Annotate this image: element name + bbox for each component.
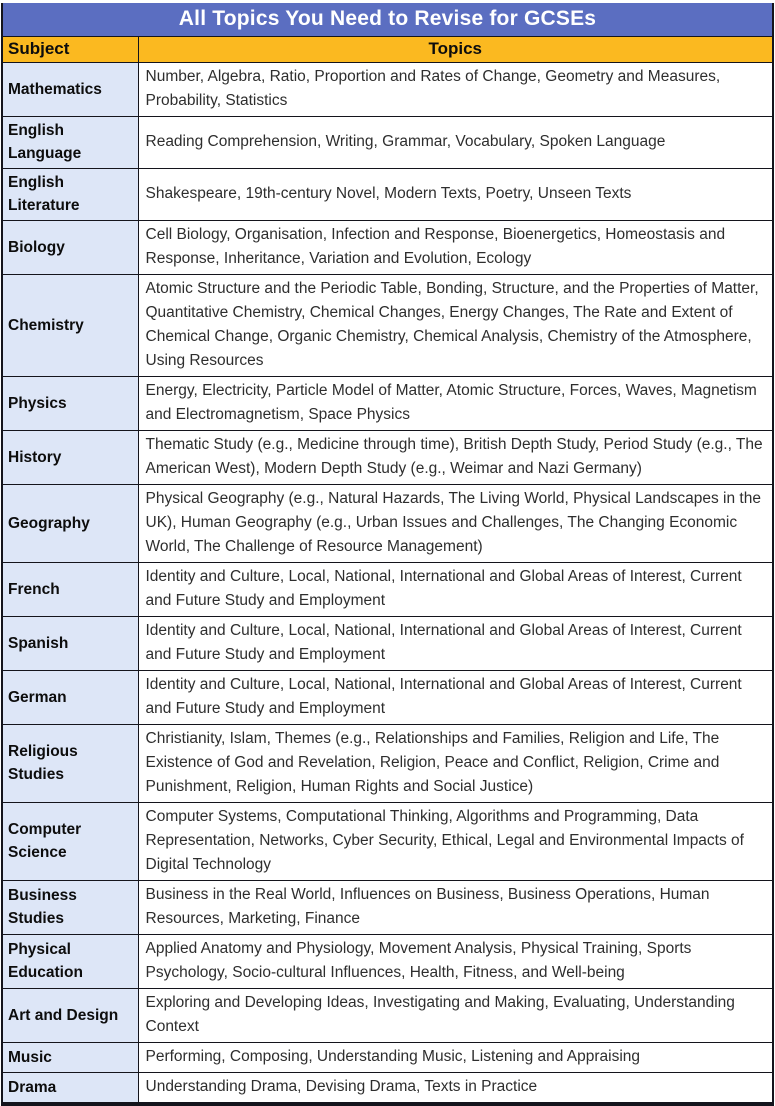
title-row (2, 3, 773, 37)
subject-cell: Art and Design (2, 989, 138, 1043)
subject-cell: Music (2, 1043, 138, 1073)
table-row (2, 431, 773, 485)
column-header-subject: Subject (2, 37, 138, 63)
table-row (2, 803, 773, 881)
topics-cell: Identity and Culture, Local, National, International and Global Areas of Interest, Current and Future Study and Employment (138, 671, 773, 725)
subject-cell: Physical Education (2, 935, 138, 989)
subject-cell: French (2, 563, 138, 617)
table-row (2, 563, 773, 617)
topics-cell: Computer Systems, Computational Thinking, Algorithms and Programming, Data Representation, Networks, Cyber Security, Ethical, Legal and Environmental Impacts of Digital Technology (138, 803, 773, 881)
table-row (2, 617, 773, 671)
topics-cell: Reading Comprehension, Writing, Grammar, Vocabulary, Spoken Language (138, 117, 773, 169)
table-row (2, 935, 773, 989)
table-row (2, 117, 773, 169)
table-row (2, 989, 773, 1043)
table-row (2, 1073, 773, 1105)
subject-cell: English Language (2, 117, 138, 169)
subject-cell: Physics (2, 377, 138, 431)
subject-cell: Biology (2, 221, 138, 275)
topics-cell: Number, Algebra, Ratio, Proportion and Rates of Change, Geometry and Measures, Probability, Statistics (138, 63, 773, 117)
table-row (2, 275, 773, 377)
table-row (2, 63, 773, 117)
subject-cell: Computer Science (2, 803, 138, 881)
subject-cell: English Literature (2, 169, 138, 221)
subject-cell: History (2, 431, 138, 485)
topics-cell: Physical Geography (e.g., Natural Hazards, The Living World, Physical Landscapes in the UK), Human Geography (e.g., Urban Issues and Challenges, The Changing Economic World, The Challenge of Resource Management) (138, 485, 773, 563)
subject-cell: Business Studies (2, 881, 138, 935)
subject-cell: Religious Studies (2, 725, 138, 803)
subject-cell: Geography (2, 485, 138, 563)
subject-cell: Mathematics (2, 63, 138, 117)
topics-cell: Identity and Culture, Local, National, International and Global Areas of Interest, Current and Future Study and Employment (138, 617, 773, 671)
topics-cell: Business in the Real World, Influences on Business, Business Operations, Human Resources, Marketing, Finance (138, 881, 773, 935)
column-header-topics: Topics (138, 37, 773, 63)
table-row (2, 1043, 773, 1073)
subject-cell: Spanish (2, 617, 138, 671)
topics-cell: Applied Anatomy and Physiology, Movement Analysis, Physical Training, Sports Psychology, Socio-cultural Influences, Health, Fitness, and Well-being (138, 935, 773, 989)
topics-cell: Exploring and Developing Ideas, Investigating and Making, Evaluating, Understanding Context (138, 989, 773, 1043)
page-title: All Topics You Need to Revise for GCSEs (2, 3, 773, 37)
topics-cell: Cell Biology, Organisation, Infection and Response, Bioenergetics, Homeostasis and Response, Inheritance, Variation and Evolution, Ecology (138, 221, 773, 275)
topics-cell: Energy, Electricity, Particle Model of Matter, Atomic Structure, Forces, Waves, Magnetism and Electromagnetism, Space Physics (138, 377, 773, 431)
topics-cell: Understanding Drama, Devising Drama, Texts in Practice (138, 1073, 773, 1105)
topics-cell: Shakespeare, 19th-century Novel, Modern Texts, Poetry, Unseen Texts (138, 169, 773, 221)
table-row (2, 881, 773, 935)
table-row (2, 671, 773, 725)
header-row (2, 37, 773, 63)
table-row (2, 485, 773, 563)
table-row (2, 169, 773, 221)
topics-cell: Thematic Study (e.g., Medicine through time), British Depth Study, Period Study (e.g., The American West), Modern Depth Study (e.g., Weimar and Nazi Germany) (138, 431, 773, 485)
subject-cell: Drama (2, 1073, 138, 1105)
topics-cell: Atomic Structure and the Periodic Table, Bonding, Structure, and the Properties of Matter, Quantitative Chemistry, Chemical Changes, Energy Changes, The Rate and Extent of Chemical Change, Organic Chemistry, Chemical Analysis, Chemistry of the Atmosphere, Using Resources (138, 275, 773, 377)
table-row (2, 377, 773, 431)
gcse-topics-table (1, 3, 774, 1106)
subject-cell: Chemistry (2, 275, 138, 377)
table-row (2, 725, 773, 803)
topics-cell: Christianity, Islam, Themes (e.g., Relationships and Families, Religion and Life, The Existence of God and Revelation, Religion, Peace and Conflict, Religion, Crime and Punishment, Religion, Human Rights and Social Justice) (138, 725, 773, 803)
topics-cell: Identity and Culture, Local, National, International and Global Areas of Interest, Current and Future Study and Employment (138, 563, 773, 617)
subject-cell: German (2, 671, 138, 725)
topics-cell: Performing, Composing, Understanding Music, Listening and Appraising (138, 1043, 773, 1073)
table-row (2, 221, 773, 275)
